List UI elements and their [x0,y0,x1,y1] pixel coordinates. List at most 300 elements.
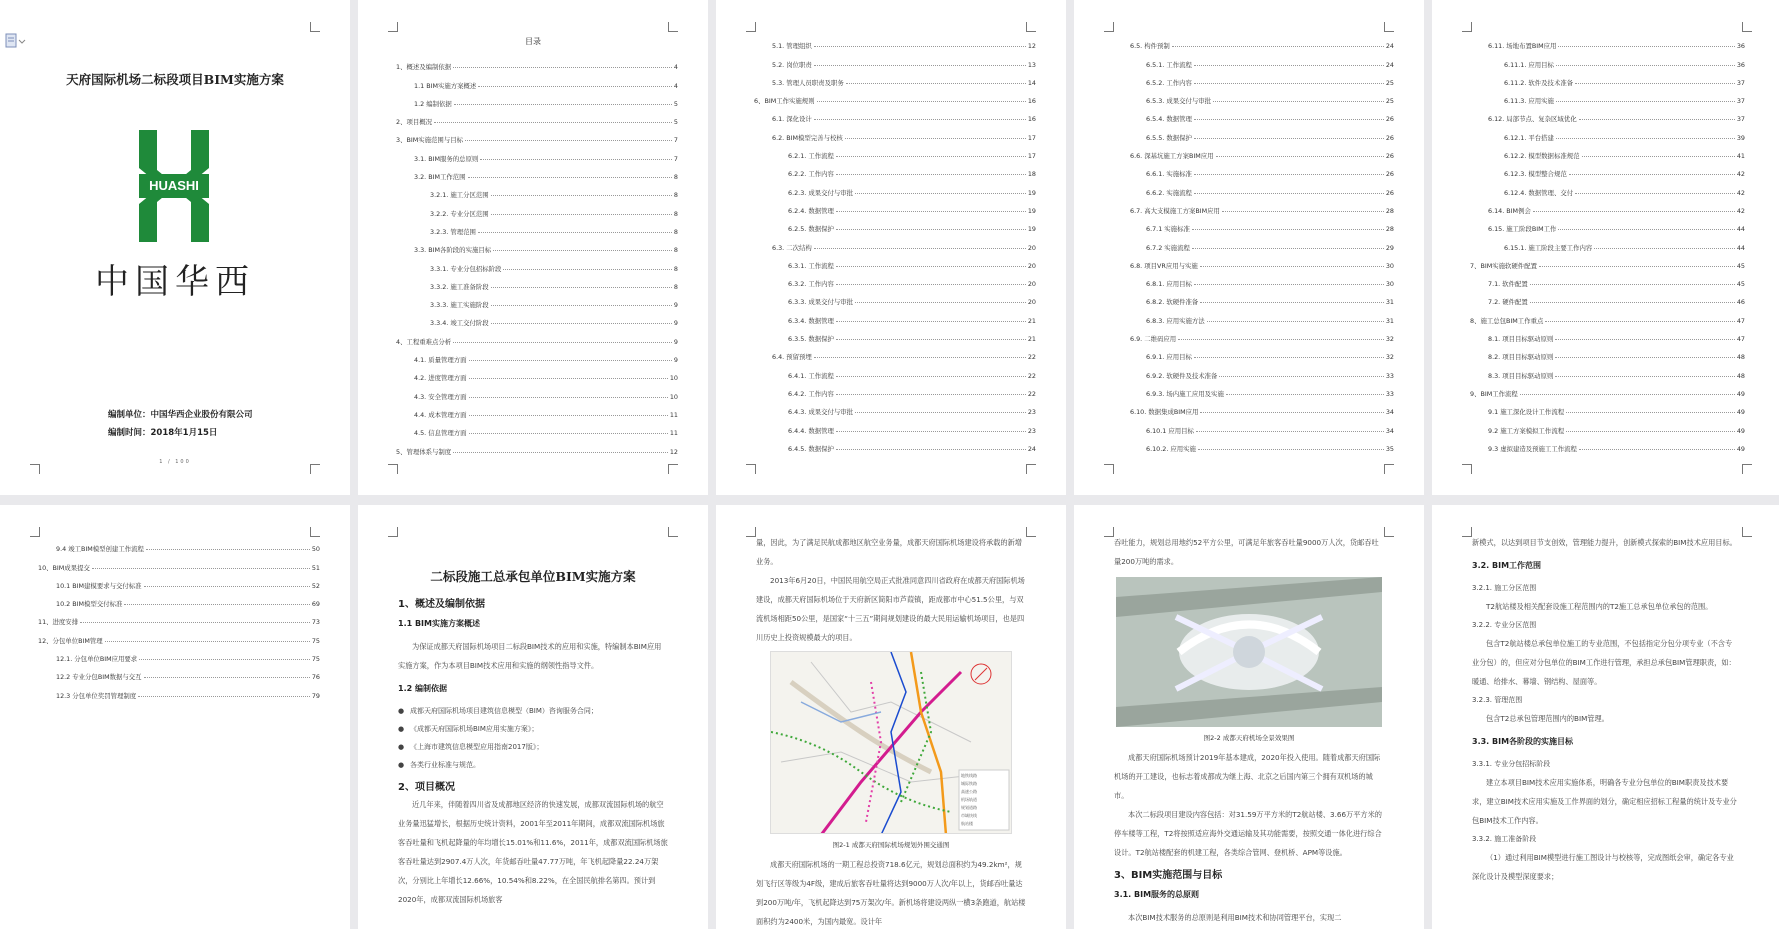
toc-entry[interactable] [1104,105,1394,123]
page-toc-3[interactable] [1074,0,1424,495]
toc-entry[interactable] [388,236,678,254]
toc-entry-label: 6.3.3. 成果交付与审批 [788,298,854,307]
toc-entry-label: 4.5. 信息管理方面 [414,429,467,438]
toc-entry-page: 23 [1027,426,1036,435]
toc-leader [1194,357,1384,358]
toc-entry[interactable] [746,252,1036,270]
toc-entry[interactable] [746,325,1036,343]
toc-entry-page: 33 [1385,389,1394,398]
toc-entry[interactable] [388,401,678,419]
toc-entry-page: 48 [1736,371,1745,380]
legend-item: 地铁线路 [961,773,977,778]
toc-entry[interactable] [1462,361,1745,379]
toc-entry-page: 5 [673,99,678,108]
toc-leader [836,394,1026,395]
page-body-1[interactable] [358,505,708,929]
toc-leader [814,46,1026,47]
toc-entry[interactable] [388,144,678,162]
toc-entry-label: 4.2. 进度管理方面 [414,374,467,383]
toc-entry-page: 20 [1027,280,1036,289]
toc-leader [80,622,310,623]
toc-rows [388,53,678,456]
toc-entry[interactable] [30,681,320,699]
toc-entry[interactable] [1462,142,1745,160]
legend-item: 高速公路 [961,789,977,794]
toc-entry-page: 49 [1736,389,1745,398]
toc-leader [1213,101,1384,102]
toc-leader [836,321,1026,322]
toc-entry-label: 8、施工总包BIM工作重点 [1470,316,1544,325]
toc-entry-label: 6.8.2. 软硬件准备 [1146,298,1199,307]
toc-entry-page: 31 [1385,298,1394,307]
toc-entry-label: 3.3. BIM各阶段的实施目标 [414,246,492,255]
toc-entry-label: 6、BIM工作实施规则 [754,97,815,106]
toc-entry[interactable] [1104,306,1394,324]
toc-entry-label: 6.2.4. 数据管理 [788,206,834,215]
toc-entry-label: 5.3. 管理人员职责及职务 [772,78,844,87]
toc-entry-label: 9.3 虚拟建造及预施工工作流程 [1488,444,1577,453]
toc-entry-page: 21 [1027,335,1036,344]
toc-entry[interactable] [388,71,678,89]
heading: 1.1 BIM实施方案概述 [398,619,480,628]
toc-list [30,535,320,700]
toc-entry-label: 3.1. BIM服务的总原则 [414,154,479,163]
toc-entry[interactable] [1104,142,1394,160]
toc-entry-label: 9、BIM工作流程 [1470,389,1518,398]
toc-entry[interactable] [746,178,1036,196]
toc-entry-label: 6.12. 局部节点、复杂区域优化 [1488,115,1577,124]
toc-entry-page: 26 [1385,188,1394,197]
toc-entry[interactable] [388,364,678,382]
toc-entry[interactable] [746,123,1036,141]
toc-leader [1198,449,1384,450]
toc-entry[interactable] [388,218,678,236]
corner-mark [1104,22,1114,32]
toc-entry-page: 10 [669,374,678,383]
toc-entry[interactable] [1462,87,1745,105]
toc-entry-label: 6.6. 深基坑施工方案BIM应用 [1130,152,1214,161]
bullet-item: ● 《上海市建筑信息模型应用指南2017版》； [398,738,668,756]
toc-leader [146,549,310,550]
toc-entry-page: 26 [1385,170,1394,179]
toc-entry[interactable] [30,645,320,663]
bullet-item: ● 成都天府国际机场项目建筑信息模型（BIM）咨询服务合同； [398,702,668,720]
toc-leader [1579,449,1735,450]
toc-entry-page: 8 [673,173,678,182]
toc-entry-label: 6.1. 深化设计 [772,115,812,124]
toc-leader [1539,266,1735,267]
heading: 3.3. BIM各阶段的实施目标 [1472,737,1574,746]
corner-mark [668,464,678,474]
toc-entry-label: 3.3.4. 竣工交付阶段 [430,319,489,328]
paragraph: 为保证成都天府国际机场项目二标段BIM技术的应用和实施，特编制本BIM应用实施方案，作为本项目BIM技术应用和实施的纲领性指导文件。 [398,642,662,670]
cover-title: 天府国际机场二标段项目BIM实施方案 [66,72,284,87]
toc-leader [1194,138,1384,139]
toc-entry[interactable] [746,435,1036,453]
toc-entry-label: 10、BIM成果提交 [38,563,90,572]
toc-entry-page: 37 [1736,115,1745,124]
toc-rows [746,32,1036,453]
toc-entry[interactable] [1462,252,1745,270]
toc-entry[interactable] [1462,343,1745,361]
toc-entry-page: 25 [1385,78,1394,87]
toc-entry[interactable] [746,270,1036,288]
toc-leader [1226,394,1384,395]
page-body-4[interactable] [1432,505,1779,929]
corner-mark [1384,22,1394,32]
toc-leader [491,287,672,288]
corner-mark [1462,464,1472,474]
toc-entry-page: 5 [673,118,678,127]
toc-entry-label: 3.3.1. 专业分包招标阶段 [430,264,502,273]
toc-entry-label: 6.15.1. 施工阶段主要工作内容 [1504,243,1593,252]
toc-entry-label: 6.2.3. 成果交付与审批 [788,188,854,197]
toc-entry-page: 8 [673,227,678,236]
toc-leader [1200,412,1383,413]
toc-entry-label: 6.5.2. 工作内容 [1146,78,1192,87]
toc-entry[interactable] [746,197,1036,215]
body-content [756,533,1026,929]
toc-entry[interactable] [1104,178,1394,196]
toc-leader [814,119,1026,120]
corner-mark [1026,464,1036,474]
toc-entry-label: 6.3.4. 数据管理 [788,316,834,325]
toc-entry-page: 49 [1736,444,1745,453]
toc-entry[interactable] [388,309,678,327]
toc-leader [836,229,1026,230]
toc-entry[interactable] [1104,270,1394,288]
toc-entry[interactable] [1104,252,1394,270]
corner-mark [388,22,398,32]
toc-leader [1556,101,1735,102]
toc-entry[interactable] [1104,416,1394,434]
toc-entry[interactable] [1104,197,1394,215]
corner-mark [1384,527,1394,537]
page-body-2[interactable] [716,505,1066,929]
toc-entry-page: 17 [1027,133,1036,142]
toc-entry-label: 6.8.3. 应用实施方法 [1146,316,1205,325]
toc-entry[interactable] [746,288,1036,306]
toc-entry-page: 14 [1027,78,1036,87]
toc-leader [1222,211,1384,212]
toc-entry[interactable] [746,50,1036,68]
toc-entry[interactable] [30,663,320,681]
toc-entry-page: 32 [1385,353,1394,362]
toc-entry[interactable] [30,553,320,571]
toc-entry-label: 6.4.3. 成果交付与审批 [788,408,854,417]
toc-entry-page: 24 [1027,444,1036,453]
toc-entry[interactable] [1104,398,1394,416]
toc-entry[interactable] [1462,288,1745,306]
toc-entry[interactable] [30,535,320,553]
toc-entry-label: 9.1 施工深化设计工作流程 [1488,408,1565,417]
transport-map [770,651,1012,834]
toc-entry-label: 7.1. 软件配置 [1488,280,1528,289]
toc-entry[interactable] [1462,270,1745,288]
toc-leader [855,193,1026,194]
toc-entry-label: 12.1. 分包单位BIM应用要求 [56,655,138,664]
heading: 1、概述及编制依据 [398,599,485,610]
toc-entry-page: 11 [669,429,678,438]
toc-leader [1569,174,1735,175]
toc-entry-page: 37 [1736,78,1745,87]
toc-leader [836,156,1026,157]
paragraph: 吞吐能力，规划总用地约52平方公里，可满足年旅客吞吐量9000万人次，货邮吞吐量200万吨的需求。 [1114,538,1379,566]
toc-leader [836,284,1026,285]
toc-leader [836,449,1026,450]
toc-entry[interactable] [1104,288,1394,306]
toc-entry-label: 4.4. 成本管理方面 [414,410,467,419]
toc-entry-page: 19 [1027,225,1036,234]
toc-entry[interactable] [388,437,678,455]
toc-rows [1104,32,1394,453]
legend-item: 市域快线 [961,813,977,818]
corner-mark [1462,527,1472,537]
toc-entry[interactable] [388,273,678,291]
paragraph: 本次BIM技术服务的总原则是利用BIM技术和协同管理平台，实现二 [1128,913,1342,922]
paragraph: 建立本项目BIM技术应用实施体系，明确各专业分包单位的BIM职责及技术要求，建立BIM技术应用实施及工作界面的划分，确定相应招标工程量的统计及专业分包BIM技术工作内容。 [1472,778,1737,825]
toc-entry-label: 6.4. 预留预埋 [772,353,812,362]
page-body-3[interactable] [1074,505,1424,929]
toc-leader [453,342,672,343]
toc-entry-page: 41 [1736,152,1745,161]
toc-entry[interactable] [388,291,678,309]
toc-leader [105,641,310,642]
toc-leader [1172,46,1384,47]
toc-entry-page: 26 [1385,115,1394,124]
toc-leader [1556,138,1735,139]
toc-entry[interactable] [746,380,1036,398]
toc-entry-page: 19 [1027,206,1036,215]
toc-entry-page: 29 [1385,243,1394,252]
toc-entry-page: 9 [673,319,678,328]
toc-entry-page: 9 [673,301,678,310]
heading: 3、BIM实施范围与目标 [1114,870,1223,881]
toc-entry[interactable] [1462,69,1745,87]
toc-entry[interactable] [388,382,678,400]
toc-leader [814,65,1026,66]
toc-entry-label: 6.11.2. 软件及技术准备 [1504,78,1574,87]
toc-leader [493,250,672,251]
toc-entry-label: 1.1 BIM实施方案概述 [414,81,477,90]
toc-entry-label: 9.4 竣工BIM模型创建工作流程 [56,545,144,554]
toc-leader [469,415,668,416]
toc-leader [491,305,672,306]
toc-leader [144,677,310,678]
toc-leader [1520,394,1735,395]
toc-entry[interactable] [1462,197,1745,215]
toc-entry-label: 6.2.1. 工作流程 [788,152,834,161]
toc-entry-label: 3.3.3. 施工实施阶段 [430,301,489,310]
toc-leader [817,101,1026,102]
corner-mark [388,464,398,474]
toc-list [746,32,1036,453]
document-view-icon[interactable] [5,33,19,49]
toc-entry-page: 25 [1385,97,1394,106]
toc-entry[interactable] [388,199,678,217]
toc-entry[interactable] [1104,343,1394,361]
paragraph: T2航站楼及相关配套设施工程范围内的T2施工总承包单位承包的范围。 [1486,602,1713,611]
toc-entry-page: 20 [1027,261,1036,270]
toc-entry[interactable] [1104,87,1394,105]
toc-entry[interactable] [1462,32,1745,50]
toc-entry[interactable] [746,32,1036,50]
toc-entry[interactable] [1462,105,1745,123]
corner-mark [1026,22,1036,32]
toc-entry[interactable] [1104,69,1394,87]
toc-entry-page: 47 [1736,316,1745,325]
page-toc-1[interactable] [358,0,708,495]
corner-mark [310,22,320,32]
subheading: 3.3.1. 专业分包招标阶段 [1472,760,1551,768]
toc-entry-page: 42 [1736,206,1745,215]
toc-leader [1219,376,1383,377]
toc-entry[interactable] [388,108,678,126]
toc-leader [144,586,310,587]
toc-entry-label: 4.3. 安全管理方面 [414,392,467,401]
toc-leader [814,248,1026,249]
toc-entry[interactable] [388,53,678,71]
page-cover[interactable] [0,0,350,495]
page-toc-4[interactable] [1432,0,1779,495]
toc-entry-page: 22 [1027,371,1036,380]
toc-entry[interactable] [1104,50,1394,68]
toc-entry-page: 8 [673,264,678,273]
toc-entry[interactable] [1462,160,1745,178]
toc-leader [1556,65,1735,66]
page-toc-2[interactable] [716,0,1066,495]
toc-entry[interactable] [746,69,1036,87]
toc-entry[interactable] [30,572,320,590]
toc-entry[interactable] [388,254,678,272]
toc-entry[interactable] [1104,435,1394,453]
toc-entry[interactable] [1462,380,1745,398]
toc-entry-label: 6.4.5. 数据保护 [788,444,834,453]
corner-mark [746,22,756,32]
toc-entry-label: 6.3.2. 工作内容 [788,280,834,289]
toc-entry[interactable] [746,87,1036,105]
toc-entry-page: 22 [1027,389,1036,398]
toc-entry-page: 36 [1736,42,1745,51]
toc-entry[interactable] [746,416,1036,434]
toc-entry-page: 52 [311,581,320,590]
toc-entry[interactable] [1462,50,1745,68]
toc-entry-label: 6.2.2. 工作内容 [788,170,834,179]
toc-entry-page: 76 [311,673,320,682]
toc-entry[interactable] [30,608,320,626]
toc-entry-page: 21 [1027,316,1036,325]
toc-entry[interactable] [388,346,678,364]
toc-entry-label: 6.3. 二次结构 [772,243,812,252]
page-toc-5[interactable] [0,505,350,929]
toc-entry[interactable] [1104,325,1394,343]
toc-leader [469,397,668,398]
toc-entry[interactable] [746,306,1036,324]
toc-entry-page: 20 [1027,243,1036,252]
toc-entry[interactable] [1462,306,1745,324]
toc-entry-label: 6.9. 二维码应用 [1130,335,1177,344]
toc-leader [836,211,1026,212]
toc-entry-label: 6.7. 高大支模施工方案BIM应用 [1130,206,1220,215]
toc-entry[interactable] [746,398,1036,416]
toc-entry[interactable] [746,142,1036,160]
toc-entry[interactable] [1462,215,1745,233]
toc-entry-label: 8.3. 项目目标驱动原则 [1488,371,1554,380]
toc-entry-page: 36 [1736,60,1745,69]
toc-leader [1192,229,1384,230]
toc-entry[interactable] [746,361,1036,379]
toc-entry[interactable] [1462,416,1745,434]
legend-item: 规划道路 [961,805,977,810]
paragraph: 包含T2航站楼总承包单位施工的专业范围，不包括指定分包分项专业（不含专业分包）的，但应对分包单位的BIM工作进行管理，承担总承包BIM管理职责，如：暖通、给排水、幕墙、钢结构、屋面等。 [1472,639,1736,686]
toc-entry-page: 12 [1027,42,1036,51]
toc-entry[interactable] [388,126,678,144]
toc-leader [1194,83,1384,84]
toc-entry-page: 24 [1385,60,1394,69]
toc-entry[interactable] [30,626,320,644]
toc-entry[interactable] [1104,215,1394,233]
toc-entry[interactable] [388,419,678,437]
toc-entry[interactable] [746,160,1036,178]
toc-entry[interactable] [1462,435,1745,453]
toc-entry[interactable] [1462,398,1745,416]
toc-entry[interactable] [388,181,678,199]
toc-entry[interactable] [388,163,678,181]
toc-leader [469,360,672,361]
toc-leader [1555,376,1735,377]
toc-entry[interactable] [1104,160,1394,178]
toc-leader [836,431,1026,432]
toc-entry[interactable] [1104,32,1394,50]
toc-leader [1575,83,1735,84]
corner-mark [746,527,756,537]
heading: 2、项目概况 [398,782,455,793]
toc-entry[interactable] [1104,233,1394,251]
toc-entry[interactable] [1462,178,1745,196]
toc-entry[interactable] [746,105,1036,123]
toc-entry-page: 20 [1027,298,1036,307]
toc-entry-label: 6.5.4. 数据管理 [1146,115,1192,124]
toc-entry[interactable] [1104,123,1394,141]
toc-entry-page: 13 [1027,60,1036,69]
toc-entry[interactable] [746,343,1036,361]
toc-entry[interactable] [388,327,678,345]
toc-entry[interactable] [746,233,1036,251]
toc-entry[interactable] [1104,361,1394,379]
toc-entry-label: 6.11.1. 应用目标 [1504,60,1554,69]
toc-entry[interactable] [1462,325,1745,343]
toc-entry[interactable] [1104,380,1394,398]
toc-entry-label: 3.2.2. 专业分区范围 [430,209,489,218]
toc-leader [855,302,1026,303]
toc-leader [1194,65,1384,66]
toc-entry-label: 4.1. 质量管理方面 [414,356,467,365]
toc-entry[interactable] [746,215,1036,233]
toc-entry[interactable] [1462,233,1745,251]
toc-entry[interactable] [30,590,320,608]
toc-entry-page: 23 [1027,408,1036,417]
body-content [1472,533,1739,886]
toc-entry-label: 6.5.5. 数据保护 [1146,133,1192,142]
toc-leader [1200,266,1384,267]
toc-leader [1194,119,1384,120]
toc-entry-label: 9.2 施工方案模拟工作流程 [1488,426,1565,435]
toc-entry[interactable] [1462,123,1745,141]
toc-entry[interactable] [388,90,678,108]
subheading: 3.2.3. 管理范围 [1472,696,1523,704]
toc-leader [139,659,310,660]
toc-entry-label: 10.2 BIM模型交付标准 [56,600,123,609]
